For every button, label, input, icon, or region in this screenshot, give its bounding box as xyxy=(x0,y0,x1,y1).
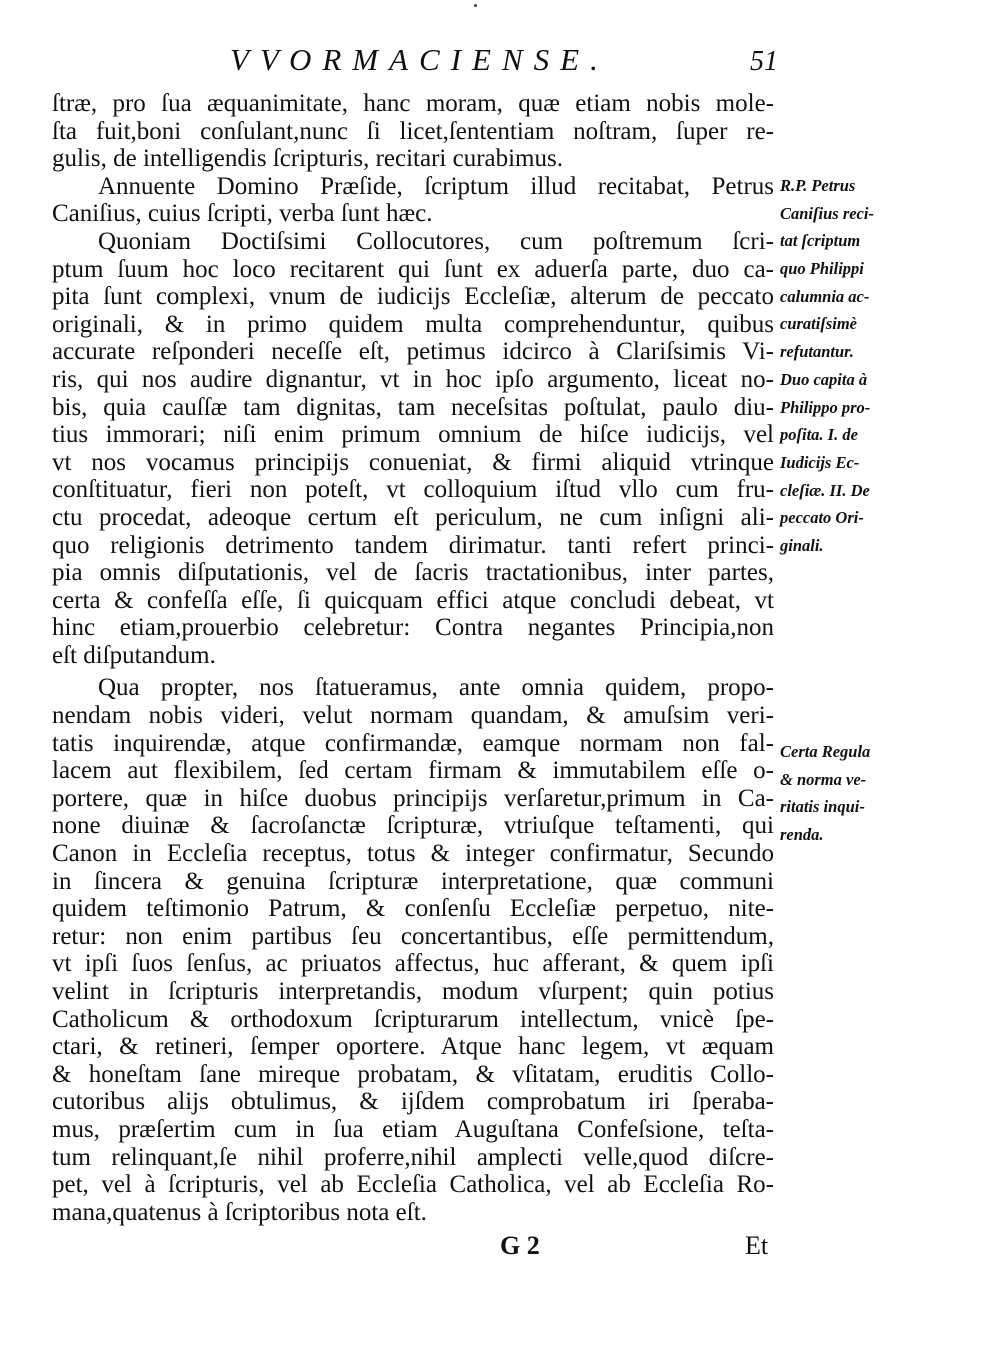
text-line: pet, vel à ſcripturis, vel ab Eccleſia Catholica, vel ab Eccleſia Ro- xyxy=(52,1171,774,1199)
text-line: cutoribus alijs obtulimus, & ijſdem comprobatum iri ſperaba- xyxy=(52,1088,774,1116)
text-line: & honeſtam ſane mireque probatam, & vſitatam, eruditis Collo- xyxy=(52,1060,774,1088)
text-line: ris, qui nos audire dignantur, vt in hoc ipſo argumento, liceat no- xyxy=(52,365,774,393)
text-line: Annuente Domino Præſide, ſcriptum illud recitabat, Petrus xyxy=(98,172,774,200)
text-line: ſtræ, pro ſua æquanimitate, hanc moram, quæ etiam nobis mole- xyxy=(52,90,774,117)
marginal-note-line: peccato Ori- xyxy=(780,508,864,528)
text-line: ctu procedat, adeoque certum eſt periculum, ne cum inſigni ali- xyxy=(52,503,774,531)
marginal-note-line: ritatis inqui- xyxy=(780,797,865,817)
marginal-note-line: renda. xyxy=(780,825,824,845)
text-line: vt ipſi ſuos ſenſus, ac priuatos affectus, huc afferant, & quem ipſi xyxy=(52,950,774,978)
text-line: ptum ſuum hoc loco recitarent qui ſunt ex aduerſa parte, duo ca- xyxy=(52,255,774,283)
text-line: eſt diſputandum. xyxy=(52,641,216,669)
marginal-note-line: poſita. I. de xyxy=(780,425,858,445)
marginal-note-line: R.P. Petrus xyxy=(780,176,856,195)
marginal-note-line: curatiſsimè xyxy=(780,314,857,334)
text-line: Quoniam Doctiſsimi Collocutores, cum poſtremum ſcri- xyxy=(98,227,774,255)
text-line: tum relinquant,ſe nihil proferre,nihil amplecti velle,quod diſcre- xyxy=(52,1143,774,1171)
text-line: Qua propter, nos ſtatueramus, ante omnia quidem, propo- xyxy=(98,674,774,702)
text-line: accurate reſponderi neceſſe eſt, petimus idcirco à Clariſsimis Vi- xyxy=(52,338,774,366)
marginal-note-line: & norma ve- xyxy=(780,769,867,789)
marginal-note-line: Caniſius reci- xyxy=(780,203,874,223)
text-line: Caniſius, cuius ſcripti, verba ſunt hæc. xyxy=(52,200,433,228)
marginal-note-line: cleſiæ. II. De xyxy=(780,480,870,500)
text-line: gulis, de intelligendis ſcripturis, recitari curabimus. xyxy=(52,145,563,173)
marginal-note-canisius xyxy=(780,172,970,560)
text-line: Catholicum & orthodoxum ſcripturarum intellectum, vnicè ſpe- xyxy=(52,1005,774,1033)
catchword: Et xyxy=(745,1231,769,1260)
text-line: velint in ſcripturis interpretandis, modum vſurpent; quin potius xyxy=(52,978,774,1005)
page-number: 51 xyxy=(750,46,778,77)
text-line: tius immorari; niſi enim primum omnium de hiſce iudicijs, vel xyxy=(52,421,774,449)
signature-mark: G 2 xyxy=(500,1231,540,1260)
text-line: quidem teſtimonio Patrum, & conſenſu Eccleſiæ perpetuo, nite- xyxy=(52,895,774,923)
text-line: portere, quæ in hiſce duobus principijs verſaretur,primum in Ca- xyxy=(52,784,774,812)
marginal-note-line: quo Philippi xyxy=(780,259,864,279)
text-line: in ſincera & genuina ſcripturæ interpretatione, quæ communi xyxy=(52,867,774,895)
text-line: vt nos vocamus principijs conueniat, & firmi aliquid vtrinque xyxy=(52,448,774,476)
text-line: pita ſunt complexi, vnum de iudicijs Eccleſiæ, alterum de peccato xyxy=(52,283,774,311)
text-line: quo religionis detrimento tandem dirimatur. tanti refert princi- xyxy=(52,531,774,559)
text-line: conſtituatur, fieri non poteſt, vt colloquium iſtud vllo cum fru- xyxy=(52,476,774,504)
marginal-note-line: Philippo pro- xyxy=(780,397,871,417)
text-line: lacem aut flexibilem, ſed certam firmam & immutabilem eſſe o- xyxy=(52,757,774,785)
text-line: retur: non enim partibus ſeu concertantibus, eſſe permittendum, xyxy=(52,922,774,950)
running-title: VVORMACIENSE. xyxy=(230,42,609,77)
main-text-block xyxy=(52,90,774,1226)
text-line: ctari, & retineri, ſemper oportere. Atque hanc legem, vt æquam xyxy=(52,1033,774,1061)
marginal-note-line: Iudicijs Ec- xyxy=(780,452,860,472)
marginal-note-regula xyxy=(780,738,970,849)
text-line: ſta fuit,boni conſulant,nunc ſi licet,ſententiam noſtram, ſuper re- xyxy=(52,117,774,145)
text-line: mana,quatenus à ſcriptoribus nota eſt. xyxy=(52,1198,427,1226)
text-line: bis, quia cauſſæ tam dignitas, tam neceſsitas poſtulat, paulo diu- xyxy=(52,393,774,421)
text-line: certa & confeſſa eſſe, ſi quicquam effici atque concludi debeat, vt xyxy=(52,586,774,614)
text-line: Canon in Eccleſia receptus, totus & integer confirmatur, Secundo xyxy=(52,840,774,868)
ink-speck xyxy=(474,4,477,7)
text-line: pia omnis diſputationis, vel de ſacris tractationibus, inter partes, xyxy=(52,559,774,587)
text-line: mus, præſertim cum in ſua etiam Auguſtana Confeſsione, teſta- xyxy=(52,1115,774,1143)
text-line: originali, & in primo quidem multa comprehenduntur, quibus xyxy=(52,310,774,338)
marginal-note-line: calumnia ac- xyxy=(780,286,870,306)
marginal-note-line: refutantur. xyxy=(780,342,854,362)
marginal-note-line: Certa Regula xyxy=(780,742,871,761)
text-line: none diuinæ & ſacroſanctæ ſcripturæ, vtriuſque teſtamenti, qui xyxy=(52,812,774,840)
marginal-note-line: Duo capita à xyxy=(780,369,868,389)
marginal-note-line: tat ſcriptum xyxy=(780,231,861,251)
marginal-note-line: ginali. xyxy=(780,535,824,555)
text-line: tatis inquirendæ, atque confirmandæ, eamque normam non fal- xyxy=(52,729,774,757)
text-line: hinc etiam,prouerbio celebretur: Contra negantes Principia,non xyxy=(52,614,774,642)
text-line: nendam nobis videri, velut normam quandam, & amuſsim veri- xyxy=(52,702,774,730)
